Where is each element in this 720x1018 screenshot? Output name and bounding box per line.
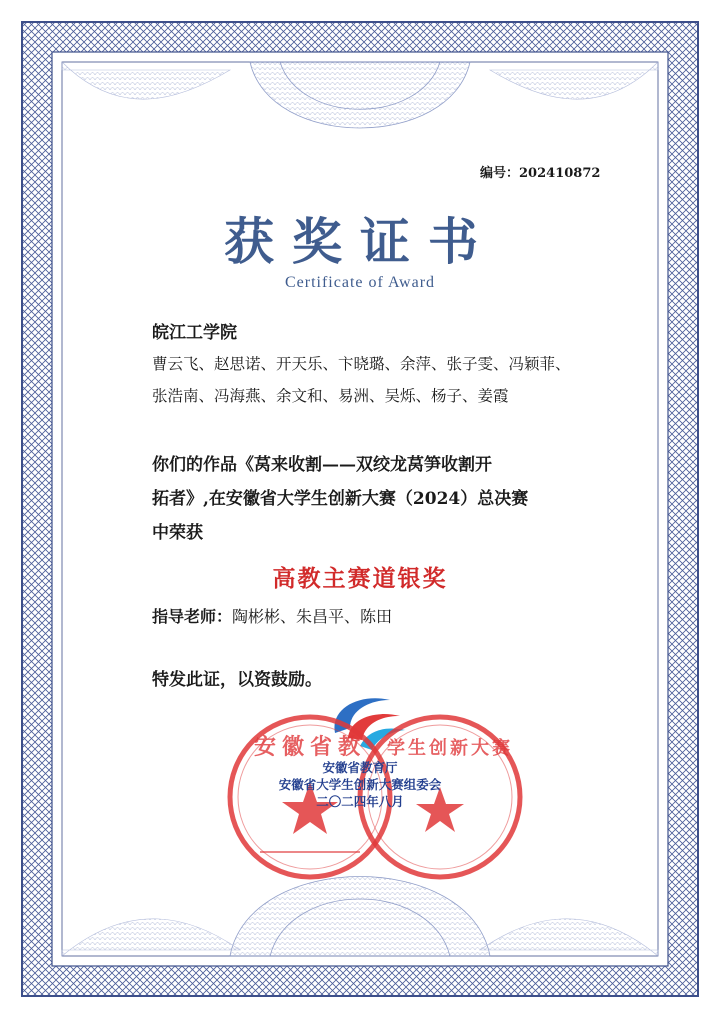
names-line-1: 曹云飞、赵思诺、开天乐、卞晓璐、余萍、张子雯、冯颖菲、	[152, 355, 571, 373]
certificate-number-value: 202410872	[519, 166, 601, 181]
svg-text:安徽省教: 安徽省教	[253, 734, 367, 760]
recipient-names	[152, 348, 622, 412]
closing-phrase: 特发此证，以资鼓励。	[152, 670, 322, 690]
award-statement	[152, 448, 622, 550]
certificate-number-label: 编号：	[480, 166, 520, 181]
advisor-line	[152, 604, 392, 627]
names-line-2: 张浩南、冯海燕、余文和、易洲、吴烁、杨子、姜霞	[152, 387, 509, 405]
issuer-line-2: 安徽省大学生创新大赛组委会	[278, 778, 442, 792]
top-ornament	[62, 62, 658, 128]
statement-line-3: 中荣获	[152, 523, 203, 543]
certificate-number	[480, 162, 600, 181]
issuer-block	[0, 760, 720, 811]
issue-date: 二〇二四年八月	[316, 795, 404, 809]
statement-line-2: 拓者》,在安徽省大学生创新大赛（2024）总决赛	[152, 489, 529, 509]
svg-text:学生创新大赛: 学生创新大赛	[387, 738, 513, 759]
statement-line-1: 你们的作品《莴来收割——双绞龙莴笋收割开	[152, 455, 492, 475]
advisor-label: 指导老师：	[152, 607, 233, 626]
award-name: 高教主赛道银奖	[272, 565, 448, 592]
advisor-names: 陶彬彬、朱昌平、陈田	[232, 607, 393, 626]
school-name: 皖江工学院	[152, 323, 237, 343]
title-chinese: 获奖证书	[224, 212, 496, 271]
issuer-line-1: 安徽省教育厅	[322, 761, 398, 775]
bottom-ornament	[62, 877, 658, 957]
title-english: Certificate of Award	[284, 274, 436, 291]
